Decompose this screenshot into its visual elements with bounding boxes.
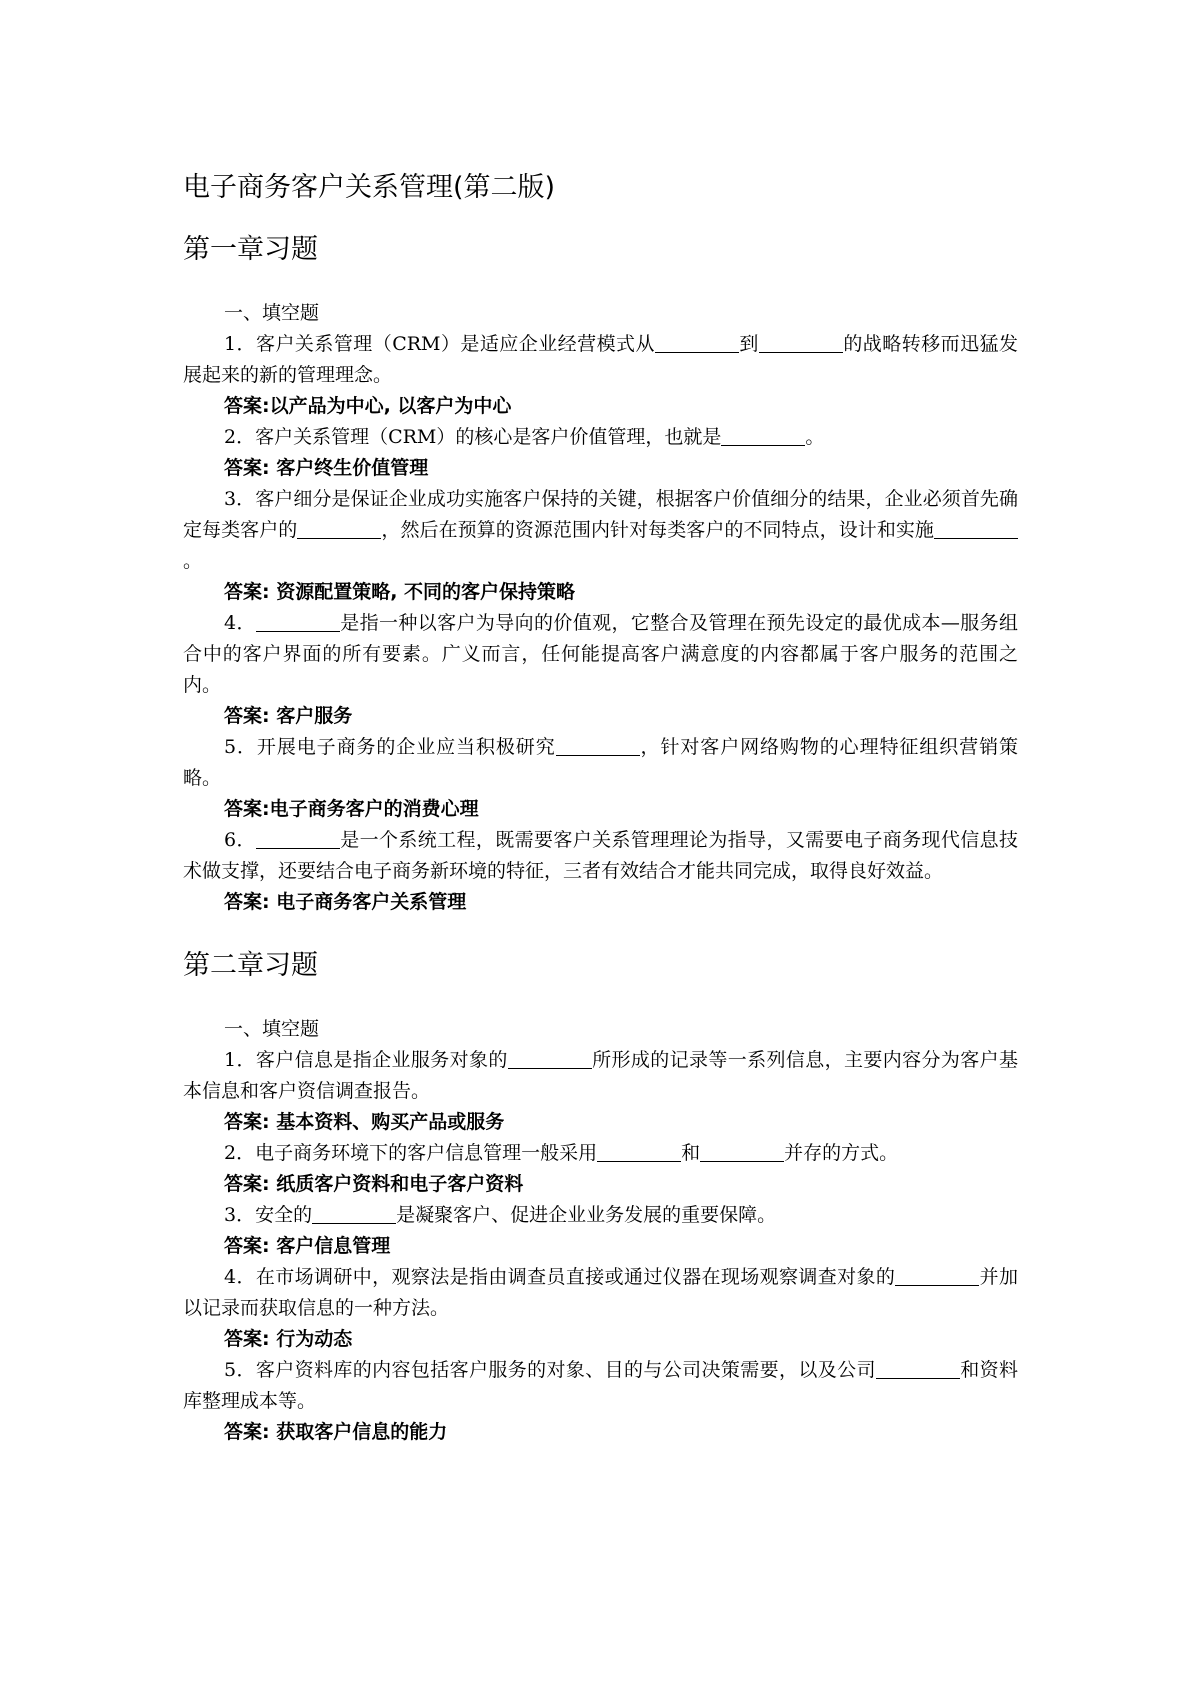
fill-blank	[256, 612, 340, 632]
fill-blank	[556, 736, 640, 756]
answer-text: 答案: 基本资料、购买产品或服务	[224, 1111, 505, 1133]
question-text	[183, 1045, 1018, 1107]
fill-blank	[256, 829, 340, 849]
question-fragment: 所形成的记录等一系列信息，主要内容分为客户基本信息和客户资信调查报告。	[183, 1049, 1018, 1102]
fill-blank	[597, 1142, 681, 1162]
question-fragment: 4．	[224, 612, 256, 634]
fill-blank	[508, 1049, 592, 1069]
fill-blank	[934, 519, 1018, 539]
chapter-title: 第一章习题	[183, 234, 318, 265]
answer-text: 答案: 资源配置策略, 不同的客户保持策略	[224, 581, 576, 603]
document-title: 电子商务客户关系管理(第二版)	[183, 172, 556, 203]
question-text	[183, 484, 1018, 577]
question-fragment: 。	[805, 426, 825, 448]
question-fragment: 2．电子商务环境下的客户信息管理一般采用	[224, 1142, 598, 1164]
question-fragment: 并加以记录而获取信息的一种方法。	[183, 1266, 1018, 1319]
answer-text: 答案: 客户服务	[224, 705, 353, 727]
question-fragment: 3．安全的	[224, 1204, 313, 1226]
fill-blank	[721, 426, 805, 446]
question-text	[183, 1138, 1018, 1169]
question-text	[183, 1200, 1018, 1231]
question-fragment: ，然后在预算的资源范围内针对每类客户的不同特点，设计和实施	[381, 519, 934, 541]
chapter-2	[183, 946, 1018, 1448]
question-text	[183, 608, 1018, 701]
answer-text: 答案: 纸质客户资料和电子客户资料	[224, 1173, 524, 1195]
question-fragment: 6．	[224, 829, 256, 851]
fill-blank	[655, 333, 739, 353]
question-fragment: 和资料库整理成本等。	[183, 1359, 1018, 1412]
question-fragment: ，针对客户网络购物的心理特征组织营销策略。	[183, 736, 1018, 789]
answer-text: 答案: 客户终生价值管理	[224, 457, 429, 479]
answer-text: 答案:电子商务客户的消费心理	[224, 798, 479, 820]
answer-text: 答案: 电子商务客户关系管理	[224, 891, 467, 913]
section-title: 一、填空题	[224, 1018, 320, 1040]
answer-text: 答案: 行为动态	[224, 1328, 353, 1350]
answer-text: 答案: 获取客户信息的能力	[224, 1421, 448, 1443]
question-fragment: 2．客户关系管理（CRM）的核心是客户价值管理，也就是	[224, 426, 722, 448]
question-fragment: 。	[183, 550, 203, 572]
question-text	[183, 329, 1018, 391]
fill-blank	[312, 1204, 396, 1224]
question-fragment: 的战略转移而迅猛发展起来的新的管理理念。	[183, 333, 1018, 386]
question-fragment: 到	[738, 333, 759, 355]
question-fragment: 是一个系统工程，既需要客户关系管理理论为指导，又需要电子商务现代信息技术做支撑，还要结合电子商务新环境的特征，三者有效结合才能共同完成，取得良好效益。	[183, 829, 1018, 882]
answer-text: 答案: 客户信息管理	[224, 1235, 391, 1257]
question-fragment: 5．开展电子商务的企业应当积极研究	[224, 736, 556, 758]
question-fragment: 4．在市场调研中，观察法是指由调查员直接或通过仪器在现场观察调查对象的	[224, 1266, 896, 1288]
chapter-1	[183, 230, 1018, 918]
question-fragment: 和	[681, 1142, 701, 1164]
question-fragment: 并存的方式。	[784, 1142, 899, 1164]
question-text	[183, 1262, 1018, 1324]
question-fragment: 是指一种以客户为导向的价值观，它整合及管理在预先设定的最优成本—服务组合中的客户界面的所有要素。广义而言，任何能提高客户满意度的内容都属于客户服务的范围之内。	[183, 612, 1018, 696]
question-fragment: 3．客户细分是保证企业成功实施客户保持的关键，根据客户价值细分的结果，企业必须首先确定每类客户的	[183, 488, 1018, 541]
question-fragment: 是凝聚客户、促进企业业务发展的重要保障。	[396, 1204, 777, 1226]
question-fragment: 5．客户资料库的内容包括客户服务的对象、目的与公司决策需要，以及公司	[224, 1359, 876, 1381]
question-text	[183, 732, 1018, 794]
question-text	[183, 825, 1018, 887]
question-fragment: 1．客户关系管理（CRM）是适应企业经营模式从	[224, 333, 655, 355]
question-fragment: 1．客户信息是指企业服务对象的	[224, 1049, 508, 1071]
fill-blank	[876, 1359, 960, 1379]
document-page	[183, 168, 1018, 1476]
fill-blank	[700, 1142, 784, 1162]
section-title: 一、填空题	[224, 302, 320, 324]
fill-blank	[759, 333, 843, 353]
chapters-container	[183, 230, 1018, 1448]
fill-blank	[297, 519, 381, 539]
question-text	[183, 1355, 1018, 1417]
chapter-title: 第二章习题	[183, 950, 318, 981]
fill-blank	[895, 1266, 979, 1286]
question-text	[183, 422, 1018, 453]
answer-text: 答案:以产品为中心, 以客户为中心	[224, 395, 512, 417]
